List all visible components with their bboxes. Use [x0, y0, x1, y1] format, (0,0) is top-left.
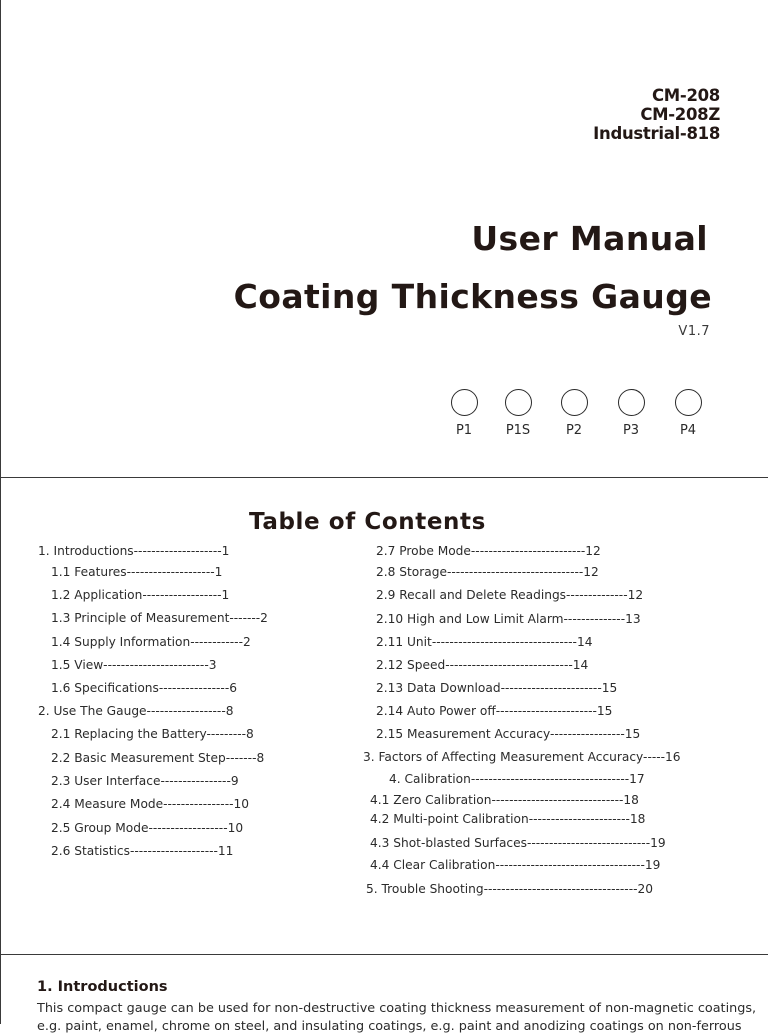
product-title: Coating Thickness Gauge: [233, 277, 712, 316]
toc-entry[interactable]: 4. Calibration------------------------------------17: [389, 772, 645, 786]
probe-option-p3[interactable]: [616, 389, 646, 438]
radio-circle-icon: [561, 389, 588, 416]
toc-entry[interactable]: 3. Factors of Affecting Measurement Accuracy-----16: [363, 750, 681, 764]
radio-circle-icon: [505, 389, 532, 416]
toc-entry[interactable]: 2.12 Speed-----------------------------14: [376, 658, 589, 672]
toc-entry[interactable]: 2.3 User Interface----------------9: [51, 774, 239, 788]
toc-entry[interactable]: 2.10 High and Low Limit Alarm--------------13: [376, 612, 641, 626]
toc-entry[interactable]: 2.13 Data Download-----------------------15: [376, 681, 618, 695]
toc-entry[interactable]: 2.7 Probe Mode--------------------------12: [376, 544, 601, 558]
model-list: [593, 86, 720, 143]
section-paragraph: This compact gauge can be used for non-destructive coating thickness measurement of non-magnetic coatings, e.g. paint, enamel, chrome on steel, and insulating coatings, e.g. paint and anodizing coatings on non-ferrous: [37, 1001, 757, 1034]
section-heading: 1. Introductions: [37, 979, 168, 995]
toc-entry[interactable]: 2.14 Auto Power off-----------------------15: [376, 704, 613, 718]
toc-entry[interactable]: 2.5 Group Mode------------------10: [51, 821, 244, 835]
probe-option-label: P4: [679, 423, 697, 438]
probe-option-label: P1S: [505, 423, 531, 438]
toc-entry[interactable]: 1.6 Specifications----------------6: [51, 681, 237, 695]
radio-circle-icon: [618, 389, 645, 416]
toc-entry[interactable]: 2.15 Measurement Accuracy-----------------15: [376, 727, 641, 741]
toc-entry[interactable]: 1.2 Application------------------1: [51, 588, 230, 602]
model-name: Industrial-818: [593, 124, 720, 143]
toc-entry[interactable]: 2.8 Storage-------------------------------12: [376, 565, 599, 579]
probe-option-p4[interactable]: [673, 389, 703, 438]
toc-entry[interactable]: 2.6 Statistics--------------------11: [51, 844, 234, 858]
toc-entry[interactable]: 1.5 View------------------------3: [51, 658, 217, 672]
manual-title: User Manual: [471, 219, 708, 258]
model-name: CM-208: [651, 86, 720, 105]
toc-title: Table of Contents: [249, 509, 486, 535]
toc-entry[interactable]: 4.4 Clear Calibration----------------------------------19: [370, 858, 661, 872]
toc-entry[interactable]: 4.1 Zero Calibration------------------------------18: [370, 793, 639, 807]
probe-option-p1s[interactable]: [503, 389, 533, 438]
probe-option-label: P3: [622, 423, 640, 438]
probe-option-p1[interactable]: [449, 389, 479, 438]
probe-option-label: P2: [565, 423, 583, 438]
toc-entry[interactable]: 1.1 Features--------------------1: [51, 565, 223, 579]
toc-page: [0, 477, 768, 954]
toc-entry[interactable]: 4.3 Shot-blasted Surfaces----------------------------19: [370, 836, 666, 850]
toc-entry[interactable]: 1.4 Supply Information------------2: [51, 635, 251, 649]
probe-option-label: P1: [455, 423, 473, 438]
toc-entry[interactable]: 2.2 Basic Measurement Step-------8: [51, 751, 265, 765]
toc-entry[interactable]: 1. Introductions--------------------1: [38, 544, 230, 558]
toc-entry[interactable]: 5. Trouble Shooting-----------------------------------20: [366, 882, 653, 896]
toc-entry[interactable]: 1.3 Principle of Measurement-------2: [51, 611, 268, 625]
toc-entry[interactable]: 4.2 Multi-point Calibration-----------------------18: [370, 812, 646, 826]
toc-entry[interactable]: 2.11 Unit---------------------------------14: [376, 635, 593, 649]
intro-page: [0, 954, 768, 1034]
radio-circle-icon: [675, 389, 702, 416]
probe-buttons: [447, 389, 727, 449]
model-name: CM-208Z: [640, 105, 720, 124]
toc-entry[interactable]: 2.4 Measure Mode----------------10: [51, 797, 250, 811]
toc-entry[interactable]: 2. Use The Gauge------------------8: [38, 704, 234, 718]
cover-page: [0, 0, 768, 477]
radio-circle-icon: [451, 389, 478, 416]
toc-entry[interactable]: 2.1 Replacing the Battery---------8: [51, 727, 254, 741]
probe-option-p2[interactable]: [559, 389, 589, 438]
toc-entry[interactable]: 2.9 Recall and Delete Readings--------------12: [376, 588, 644, 602]
version-label: V1.7: [678, 324, 710, 339]
